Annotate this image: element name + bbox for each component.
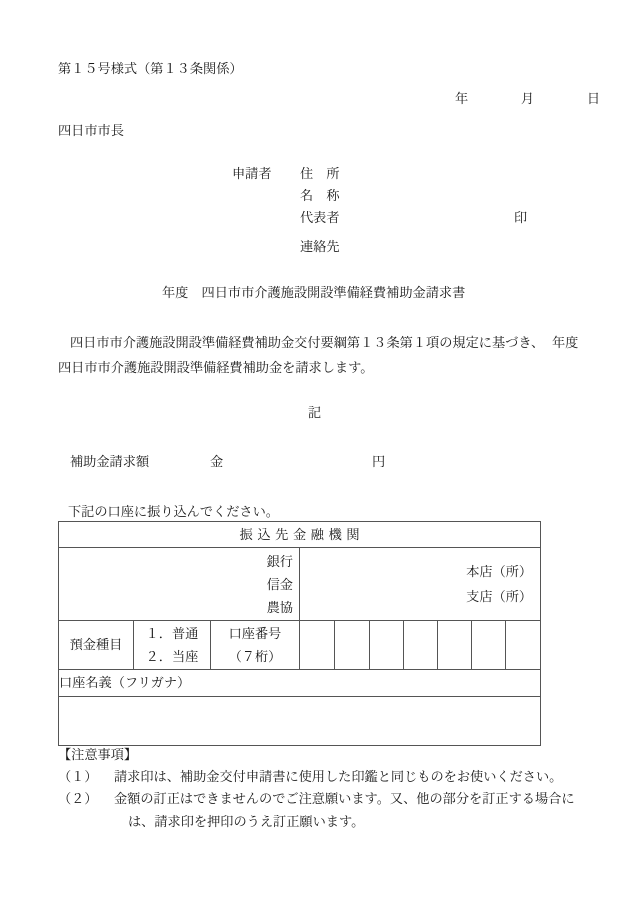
account-holder-value[interactable]	[59, 697, 541, 746]
amount-label: 補助金請求額	[70, 454, 150, 469]
note-item-1	[58, 770, 575, 783]
note-item-1-marker: （１）	[58, 769, 98, 785]
account-digit-cell-1[interactable]	[300, 621, 335, 670]
table-header-label: 振込先金融機関	[59, 522, 541, 548]
account-holder-label: 口座名義（フリガナ）	[59, 670, 541, 697]
bank-account-table	[58, 521, 541, 746]
account-number-digits-note: （７桁）	[228, 649, 282, 664]
body-text-line1: 四日市市介護施設開設準備経費補助金交付要綱第１３条第１項の規定に基づき、	[70, 335, 545, 350]
table-row-holder-value	[59, 697, 541, 746]
deposit-type-option-futsuu[interactable]: １．普通	[145, 626, 199, 641]
applicant-contact-label: 連絡先	[300, 239, 340, 254]
bank-kind-shinkin: 信金	[266, 576, 293, 592]
account-digit-cell-7[interactable]	[506, 621, 541, 670]
account-digit-cell-5[interactable]	[438, 621, 472, 670]
bank-kind-bank: 銀行	[266, 553, 293, 569]
branch-main-office: 本店（所）	[466, 564, 533, 579]
account-digit-cell-3[interactable]	[370, 621, 404, 670]
branch-kind-list	[300, 559, 540, 609]
deposit-type-label: 預金種目	[59, 621, 134, 670]
note-item-2	[58, 792, 575, 805]
account-digit-cell-4[interactable]	[404, 621, 438, 670]
deposit-type-option-touza[interactable]: ２．当座	[145, 649, 199, 664]
applicant-name-label: 名 称	[300, 188, 340, 203]
deposit-type-options[interactable]	[134, 621, 211, 670]
ki-mark: 記	[308, 405, 322, 420]
table-row-bank	[59, 548, 541, 621]
note-item-1-text: 請求印は、補助金交付申請書に使用した印鑑と同じものをお使いください。	[114, 769, 563, 785]
table-row-account-type	[59, 621, 541, 670]
branch-sub-office: 支店（所）	[466, 589, 533, 604]
amount-currency-prefix: 金	[210, 454, 224, 469]
note-item-2-marker: （２）	[58, 791, 98, 807]
note-item-2-continuation: は、請求印を押印のうえ訂正願います。	[128, 813, 365, 829]
transfer-instruction: 下記の口座に振り込んでください。	[68, 504, 279, 519]
date-line: 年 月 日	[455, 91, 601, 106]
account-digit-cell-6[interactable]	[472, 621, 506, 670]
note-item-2-text: 金額の訂正はできませんのでご注意願います。又、他の部分を訂正する場合に	[114, 791, 575, 807]
form-number: 第１５号様式（第１３条関係）	[58, 61, 243, 76]
body-text-line2: 四日市市介護施設開設準備経費補助金を請求します。	[58, 360, 374, 375]
table-row-header	[59, 522, 541, 548]
table-row-holder-label	[59, 670, 541, 697]
amount-currency-suffix: 円	[372, 454, 386, 469]
applicant-label: 申請者	[232, 166, 272, 181]
applicant-address-label: 住 所	[300, 166, 340, 181]
bank-kind-nokyo: 農協	[266, 599, 293, 615]
branch-name-cell[interactable]	[300, 548, 541, 621]
body-text-fiscal-year: 年度	[552, 335, 579, 350]
page-title: 年度 四日市市介護施設開設準備経費補助金請求書	[162, 285, 466, 300]
addressee: 四日市市長	[58, 123, 124, 138]
account-number-label: 口座番号	[228, 626, 282, 641]
seal-mark: 印	[514, 210, 528, 225]
applicant-representative-label: 代表者	[300, 210, 340, 225]
bank-name-cell[interactable]	[59, 548, 300, 621]
notes-section	[58, 748, 575, 828]
account-digit-cell-2[interactable]	[335, 621, 370, 670]
bank-kind-list	[59, 550, 299, 619]
notes-title: 【注意事項】	[58, 747, 138, 762]
account-number-label-cell	[211, 621, 300, 670]
